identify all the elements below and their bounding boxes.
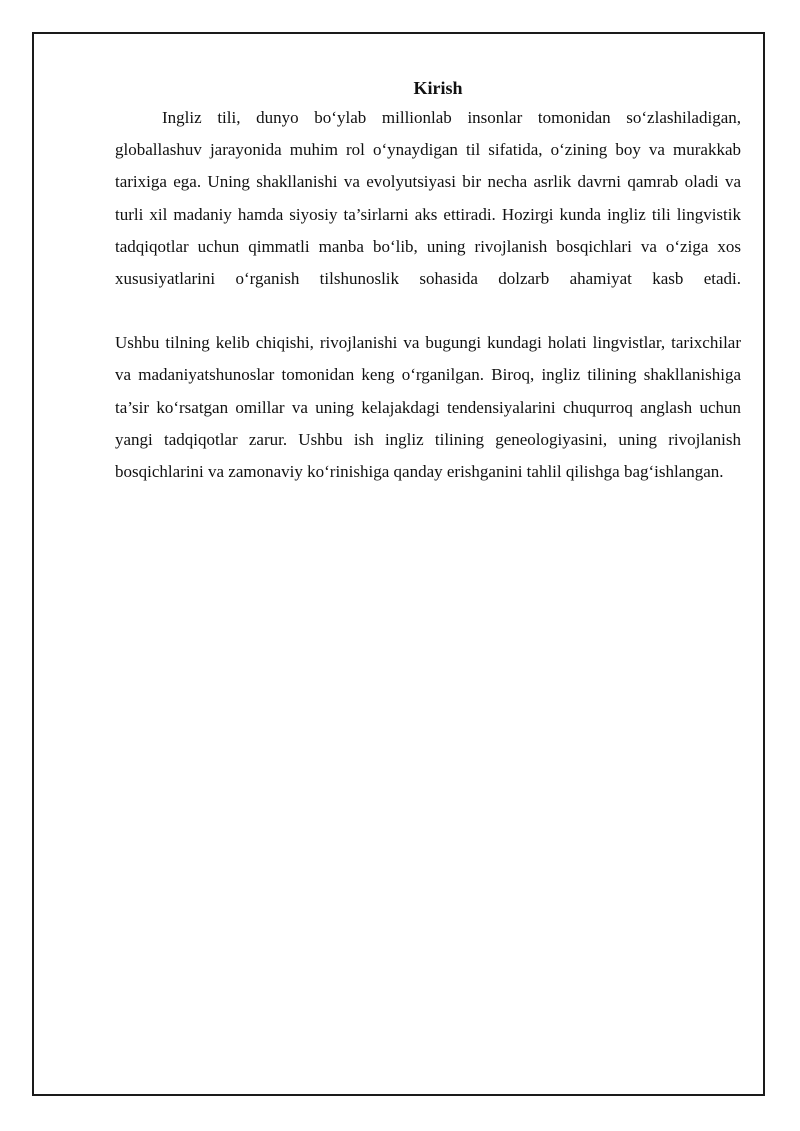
section-title: Kirish: [413, 78, 463, 98]
paragraph-gap: [115, 295, 741, 327]
document-body: [115, 76, 741, 488]
paragraph-introduction: Ingliz tili, dunyo bo‘ylab millionlab insonlar tomonidan so‘zlashiladigan, globallashuv jarayonida muhim rol o‘ynaydigan til sifatida, o‘zining boy va murakkab tarixiga ega. Uning shakllanishi va evolyutsiyasi bir necha asrlik davrni qamrab oladi va turli xil madaniy hamda siyosiy ta’sirlarni aks ettiradi. Hozirgi kunda ingliz tili lingvistik tadqiqotlar uchun qimmatli manba bo‘lib, uning rivojlanish bosqichlari va o‘ziga xos xususiyatlarini o‘rganish tilshunoslik sohasida dolzarb ahamiyat kasb etadi.: [115, 108, 741, 289]
paragraph-research-scope: Ushbu tilning kelib chiqishi, rivojlanishi va bugungi kundagi holati lingvistlar, tarixchilar va madaniyatshunoslar tomonidan keng o‘rganilgan. Biroq, ingliz tilining shakllanishiga ta’sir ko‘rsatgan omillar va uning kelajakdagi tendensiyalarini chuqurroq anglash uchun yangi tadqiqotlar zarur. Ushbu ish ingliz tilining geneologiyasini, uning rivojlanish bosqichlarini va zamonaviy ko‘rinishiga qanday erishganini tahlil qilishga bag‘ishlangan.: [115, 333, 741, 482]
